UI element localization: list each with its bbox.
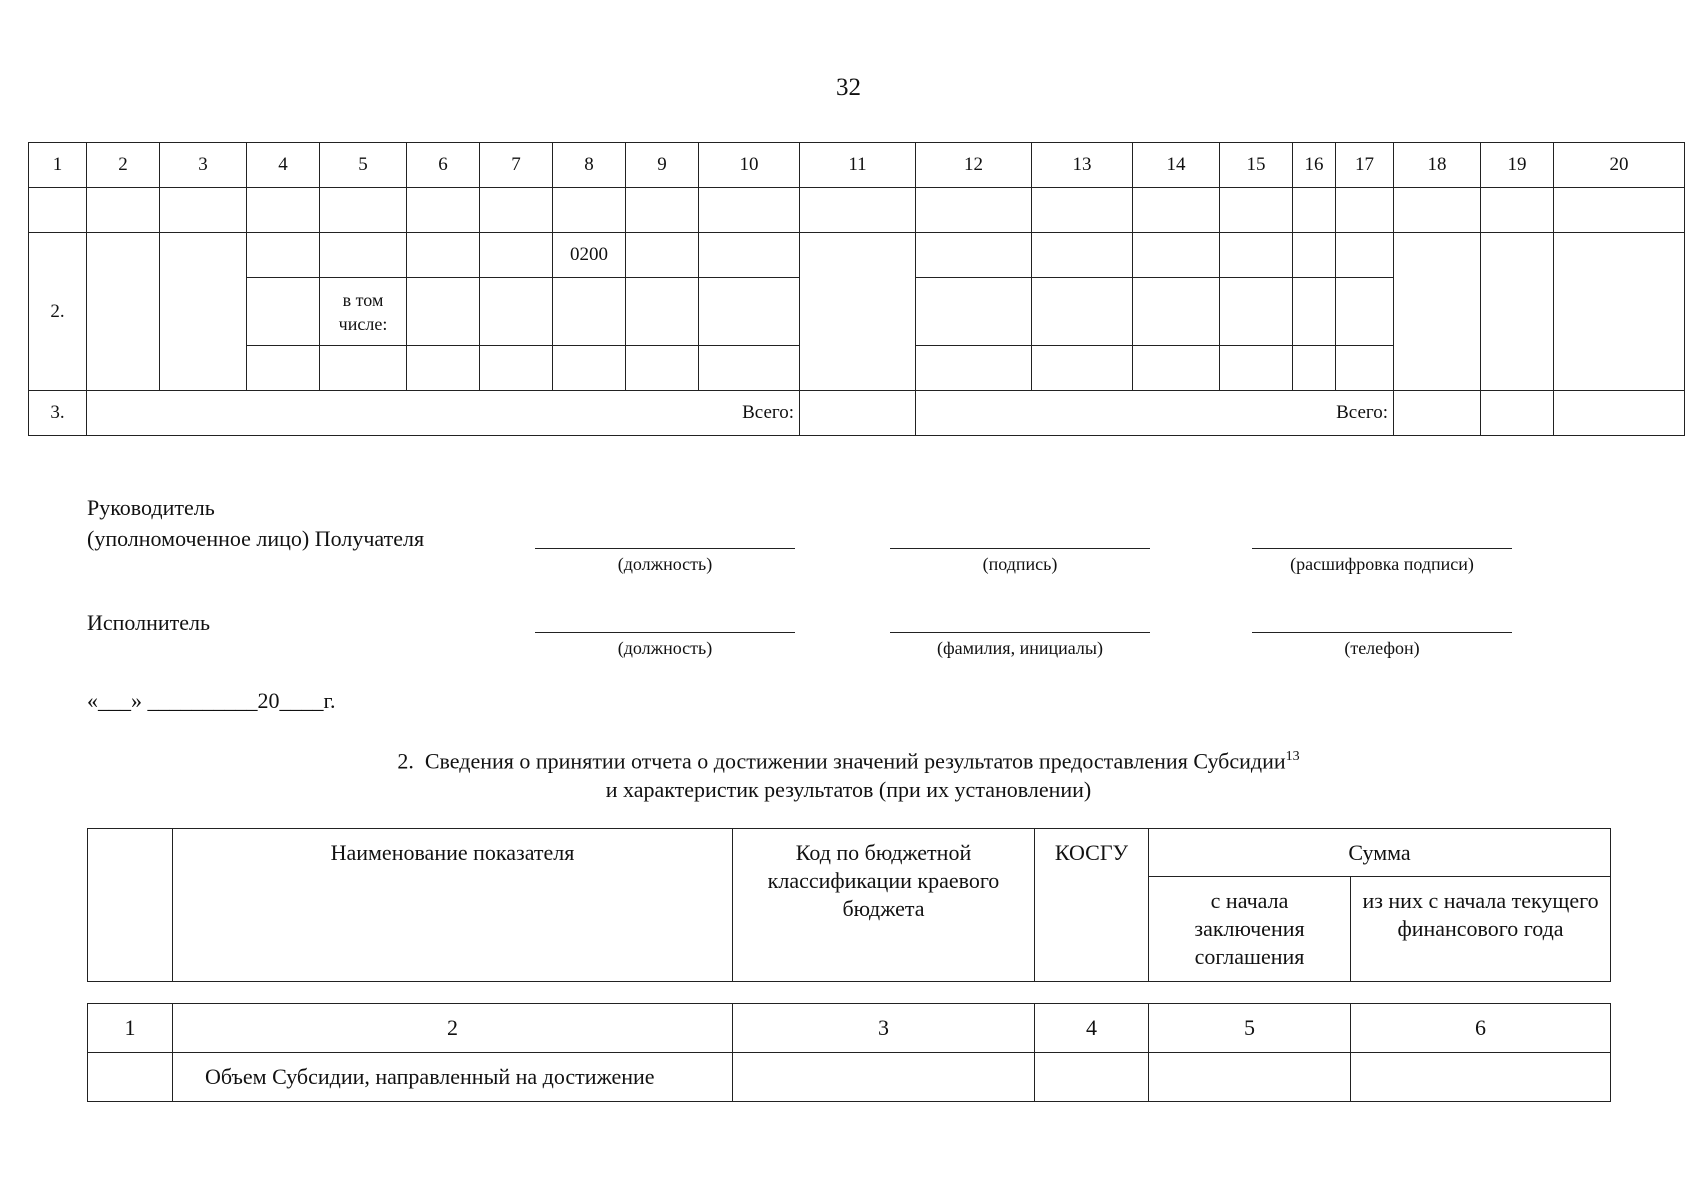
sum-from-start-header: с начала заключения соглашения [1149, 877, 1351, 982]
signature-caption: (подпись) [982, 554, 1058, 574]
section-title [0, 742, 1697, 804]
signature-line [890, 632, 1150, 633]
including-label: в том числе: [320, 278, 407, 346]
signature-line [1252, 548, 1512, 549]
column-number: 10 [699, 143, 800, 188]
budget-code-header: Код по бюджетной классификации краевого бюджета [733, 829, 1035, 982]
column-number: 4 [247, 143, 320, 188]
column-number: 5 [320, 143, 407, 188]
column-number: 8 [553, 143, 626, 188]
total-label: Всего: [87, 391, 800, 436]
head-label [87, 492, 424, 554]
column-number: 1 [88, 1004, 173, 1053]
table-row [29, 233, 1685, 278]
column-number: 4 [1035, 1004, 1149, 1053]
total-label: Всего: [916, 391, 1394, 436]
report-table [28, 142, 1685, 436]
column-number: 12 [916, 143, 1032, 188]
acceptance-table-body [87, 1003, 1611, 1102]
indicator-header: Наименование показателя [173, 829, 733, 982]
section-number: 2. [397, 748, 414, 774]
section-title-line2: и характеристик результатов (при их установлении) [605, 777, 1092, 803]
head-label-line2: (уполномоченное лицо) Получателя [87, 526, 425, 551]
head-label-line1: Руководитель [87, 495, 215, 520]
page-number: 32 [836, 74, 861, 101]
table-header-row [29, 143, 1685, 188]
kosgu-header: КОСГУ [1035, 829, 1149, 982]
column-number: 3 [160, 143, 247, 188]
signature-line [535, 632, 795, 633]
column-number: 2 [87, 143, 160, 188]
column-number: 16 [1293, 143, 1336, 188]
date-line: «___» __________20____г. [87, 688, 336, 713]
executor-label: Исполнитель [87, 610, 211, 635]
column-number: 17 [1336, 143, 1394, 188]
column-number: 6 [1351, 1004, 1611, 1053]
column-number: 20 [1554, 143, 1685, 188]
table-row [88, 1053, 1611, 1102]
row-number: 3. [29, 391, 87, 436]
acceptance-table-header [87, 828, 1611, 982]
column-number: 3 [733, 1004, 1035, 1053]
signature-line [890, 548, 1150, 549]
column-number: 9 [626, 143, 699, 188]
column-number: 19 [1481, 143, 1554, 188]
column-number: 18 [1394, 143, 1481, 188]
table-row [29, 188, 1685, 233]
column-number: 6 [407, 143, 480, 188]
name-caption: (фамилия, инициалы) [937, 638, 1103, 658]
sum-header: Сумма [1149, 829, 1611, 877]
phone-caption: (телефон) [1344, 638, 1420, 658]
signature-line [1252, 632, 1512, 633]
table-header-row [88, 1004, 1611, 1053]
column-number: 15 [1220, 143, 1293, 188]
section-title-line1: Сведения о принятии отчета о достижении значений результатов предоставления Субсидии [424, 748, 1286, 774]
column-number: 14 [1133, 143, 1220, 188]
signature-line [535, 548, 795, 549]
sum-current-year-header: из них с начала текущего финансового года [1351, 877, 1611, 982]
column-number: 1 [29, 143, 87, 188]
budget-code: 0200 [553, 233, 626, 278]
total-row [29, 391, 1685, 436]
subsidy-volume-label: Объем Субсидии, направленный на достижение [173, 1053, 733, 1102]
column-number: 5 [1149, 1004, 1351, 1053]
column-number: 13 [1032, 143, 1133, 188]
position-caption: (должность) [617, 638, 713, 658]
column-number: 11 [800, 143, 916, 188]
position-caption: (должность) [617, 554, 713, 574]
signature-decoding-caption: (расшифровка подписи) [1290, 554, 1474, 574]
column-number: 2 [173, 1004, 733, 1053]
row-number: 2. [29, 233, 87, 391]
column-number: 7 [480, 143, 553, 188]
footnote-marker: 13 [1285, 749, 1300, 764]
